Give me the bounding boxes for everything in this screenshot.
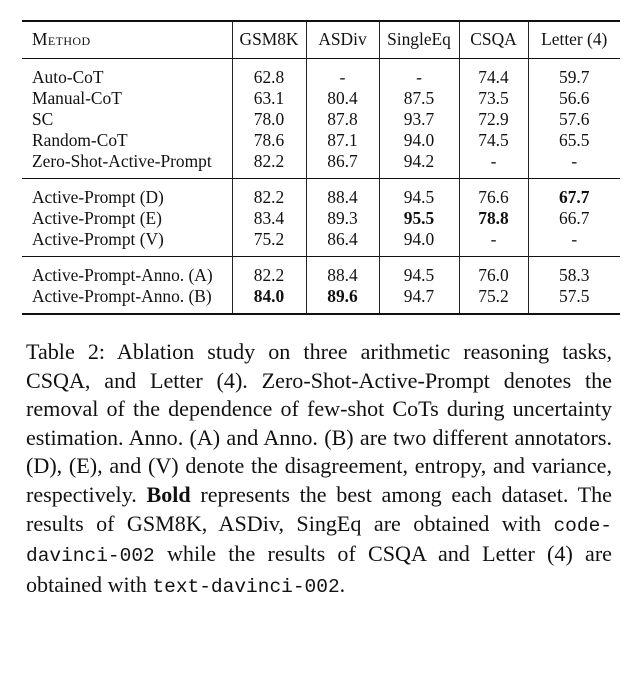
caption-text-1: Table 2: Ablation study on three arithmetic reasoning tasks, CSQA, and Letter (4). Zero-Shot-Active-Prompt denotes the removal of the dependence of few-shot CoTs during uncertainty estimation. Anno. (A) and Anno. (B) are two different annotators. (D), (E), and (V) denote the disagreement, entropy, and variance, respectively. — [26, 339, 612, 507]
value-cell: 75.2 — [232, 229, 306, 257]
method-cell: Active-Prompt (V) — [32, 229, 164, 249]
value-cell: 72.9 — [459, 109, 528, 130]
value-cell: 78.6 — [232, 130, 306, 151]
value-cell: 86.7 — [306, 151, 379, 179]
value-cell: - — [306, 59, 379, 89]
table-row — [22, 179, 620, 209]
method-cell: Zero-Shot-Active-Prompt — [32, 151, 212, 171]
value-cell: 56.6 — [528, 88, 620, 109]
table-row — [22, 229, 620, 257]
header-method: Method — [22, 21, 232, 59]
value-cell: 65.5 — [528, 130, 620, 151]
value-cell: 63.1 — [232, 88, 306, 109]
ablation-table-container — [22, 20, 620, 315]
value-cell: 74.5 — [459, 130, 528, 151]
table-row — [22, 109, 620, 130]
value-cell: 74.4 — [459, 59, 528, 89]
value-cell: 94.0 — [379, 229, 459, 257]
table-row — [22, 59, 620, 89]
value-cell: 57.6 — [528, 109, 620, 130]
value-cell: 87.5 — [379, 88, 459, 109]
method-cell: Auto-CoT — [22, 59, 232, 89]
value-cell: - — [459, 151, 528, 179]
value-cell: 94.0 — [379, 130, 459, 151]
value-cell: 94.5 — [379, 257, 459, 287]
method-cell: Manual-CoT — [32, 88, 122, 108]
table-row — [22, 208, 620, 229]
value-cell: - — [528, 229, 620, 257]
value-cell: - — [528, 151, 620, 179]
value-cell: 86.4 — [306, 229, 379, 257]
value-cell: 82.2 — [232, 151, 306, 179]
value-cell: 78.0 — [232, 109, 306, 130]
method-cell: Active-Prompt (D) — [22, 179, 232, 209]
caption-code-model-2: text-davinci-002 — [152, 575, 340, 598]
value-cell: 88.4 — [306, 179, 379, 209]
value-cell: 66.7 — [528, 208, 620, 229]
header-singleeq: SingleEq — [379, 21, 459, 59]
value-cell: 76.6 — [459, 179, 528, 209]
caption-text-3: while the results of CSQA and Letter (4) are obtained with — [26, 541, 612, 597]
value-cell-best: 78.8 — [459, 208, 528, 229]
caption-code-model-1: code-davinci-002 — [26, 514, 612, 568]
header-letter4: Letter (4) — [528, 21, 620, 59]
method-cell: Active-Prompt-Anno. (B) — [22, 286, 232, 314]
value-cell: - — [379, 59, 459, 89]
value-cell: 82.2 — [232, 179, 306, 209]
value-cell: 73.5 — [459, 88, 528, 109]
value-cell: 75.2 — [459, 286, 528, 314]
header-asdiv: ASDiv — [306, 21, 379, 59]
value-cell: 94.2 — [379, 151, 459, 179]
method-cell: Active-Prompt-Anno. (A) — [22, 257, 232, 287]
caption-text-4: . — [339, 571, 346, 597]
value-cell-best: 95.5 — [379, 208, 459, 229]
header-gsm8k: GSM8K — [232, 21, 306, 59]
table-row — [22, 257, 620, 287]
value-cell: 62.8 — [232, 59, 306, 89]
value-cell: - — [459, 229, 528, 257]
method-cell: Random-CoT — [32, 130, 128, 150]
value-cell: 88.4 — [306, 257, 379, 287]
header-csqa: CSQA — [459, 21, 528, 59]
value-cell: 83.4 — [232, 208, 306, 229]
value-cell: 80.4 — [306, 88, 379, 109]
value-cell: 59.7 — [528, 59, 620, 89]
ablation-table — [22, 20, 620, 315]
value-cell-best: 89.6 — [306, 286, 379, 314]
caption-bold-word: Bold — [146, 481, 191, 507]
value-cell: 87.1 — [306, 130, 379, 151]
table-row — [22, 130, 620, 151]
method-cell: Active-Prompt (E) — [32, 208, 162, 228]
value-cell: 89.3 — [306, 208, 379, 229]
method-cell: SC — [32, 109, 54, 129]
table-row — [22, 286, 620, 314]
value-cell: 94.7 — [379, 286, 459, 314]
value-cell: 87.8 — [306, 109, 379, 130]
value-cell: 93.7 — [379, 109, 459, 130]
value-cell-best: 67.7 — [528, 179, 620, 209]
value-cell-best: 84.0 — [232, 286, 306, 314]
table-caption — [26, 338, 612, 601]
caption-text-2: represents the best among each dataset. The results of GSM8K, ASDiv, SingEq are obtained with — [26, 481, 612, 536]
value-cell: 76.0 — [459, 257, 528, 287]
table-header-row — [22, 21, 620, 59]
table-row — [22, 151, 620, 179]
value-cell: 82.2 — [232, 257, 306, 287]
value-cell: 94.5 — [379, 179, 459, 209]
table-row — [22, 88, 620, 109]
value-cell: 57.5 — [528, 286, 620, 314]
value-cell: 58.3 — [528, 257, 620, 287]
